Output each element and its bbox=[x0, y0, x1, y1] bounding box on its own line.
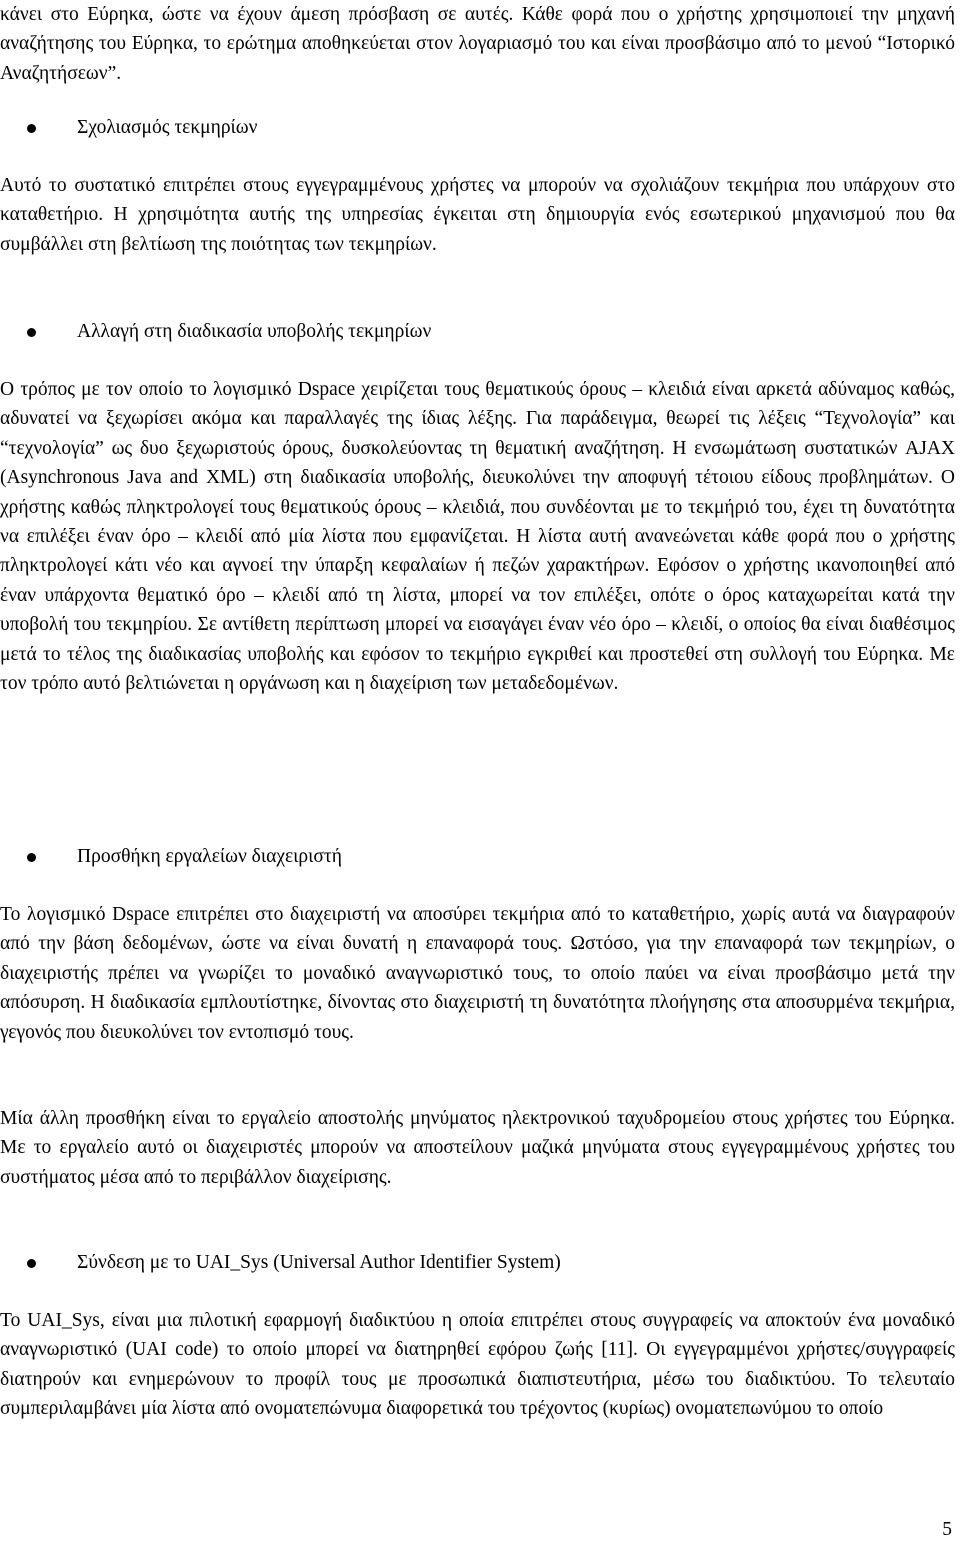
bullet-icon bbox=[27, 1259, 36, 1268]
bullet-icon bbox=[27, 328, 36, 337]
section-heading-label: Σύνδεση με το UAI_Sys (Universal Author Identifier System) bbox=[77, 1252, 561, 1273]
page-number: 5 bbox=[942, 1519, 952, 1540]
intro-paragraph: κάνει στο Εύρηκα, ώστε να έχουν άμεση πρόσβαση σε αυτές. Κάθε φορά που ο χρήστης χρησιμοποιεί την μηχανή αναζήτησης του Εύρηκα, το ερώτημα αποθηκεύεται στον λογαριασμό του και είναι προσβάσιμο από το μενού “Ιστορικό Αναζητήσεων”. bbox=[0, 4, 955, 84]
comments-paragraph: Αυτό το συστατικό επιτρέπει στους εγγεγραμμένους χρήστες να μπορούν να σχολιάζουν τεκμήρια που υπάρχουν στο καταθετήριο. Η χρησιμότητα αυτής της υπηρεσίας έγκειται στη δημιουργία ενός εσωτερικού μηχανισμού που θα συμβάλλει στη βελτίωση της ποιότητας των τεκμηρίων. bbox=[0, 175, 955, 255]
bullet-icon bbox=[27, 124, 36, 133]
uai-sys-paragraph: Το UAI_Sys, είναι μια πιλοτική εφαρμογή διαδικτύου η οποία επιτρέπει στους συγγραφείς να αποκτούν ένα μοναδικό αναγνωριστικό (UAI code) το οποίο μπορεί να διατηρηθεί εφόρου ζωής [11]. Οι εγγεγραμμένοι χρήστες/συγγραφείς διατηρούν και ενημερώνουν το προφίλ τους με προσωπικά διαπιστευτήρια, μέσω του διαδικτύου. Το τελευταίο συμπεριλαμβάνει μία λίστα από ονοματεπώνυμα διαφορετικά του τρέχοντος (κυρίως) ονοματεπωνύμου το οποίο bbox=[0, 1310, 955, 1420]
section-heading-label: Σχολιασμός τεκμηρίων bbox=[77, 117, 258, 138]
section-heading-label: Αλλαγή στη διαδικασία υποβολής τεκμηρίων bbox=[77, 321, 432, 342]
admin-tools-paragraph: Το λογισμικό Dspace επιτρέπει στο διαχειριστή να αποσύρει τεκμήρια από το καταθετήριο, χωρίς αυτά να διαγραφούν από την βάση δεδομένων, ώστε να είναι δυνατή η επαναφορά τους. Ωστόσο, για την επαναφορά των τεκμηρίων, ο διαχειριστής πρέπει να γνωρίζει το μοναδικό αναγνωριστικό τους, το οποίο παύει να είναι προσβάσιμο μετά την απόσυρση. Η διαδικασία εμπλουτίστηκε, δίνοντας στο διαχειριστή τη δυνατότητα πλοήγησης στα αποσυρμένα τεκμήρια, γεγονός που διευκολύνει τον εντοπισμό τους. bbox=[0, 904, 955, 1043]
submission-change-paragraph: Ο τρόπος με τον οποίο το λογισμικό Dspace χειρίζεται τους θεματικούς όρους – κλειδιά είναι αρκετά αδύναμος καθώς, αδυνατεί να ξεχωρίσει ακόμα και παραλλαγές της ίδιας λέξης. Για παράδειγμα, θεωρεί τις λέξεις “Τεχνολογία” και “τεχνολογία” ως δυο ξεχωριστούς όρους, δυσκολεύοντας τη θεματική αναζήτηση. Η ενσωμάτωση συστατικών AJAX (Asynchronous Java and XML) στη διαδικασία υποβολής, διευκολύνει την αποφυγή τέτοιου είδους προβλημάτων. Ο χρήστης καθώς πληκτρολογεί τους θεματικούς όρους – κλειδιά, που συνδέονται με το τεκμήριό του, έχει τη δυνατότητα να επιλέξει έναν όρο – κλειδί από μία λίστα που εμφανίζεται. Η λίστα αυτή ανανεώνεται κάθε φορά που ο χρήστης πληκτρολογεί κάτι νέο και αγνοεί την ύπαρξη κεφαλαίων ή πεζών χαρακτήρων. Εφόσον ο χρήστης ικανοποιηθεί από έναν υπάρχοντα θεματικό όρο – κλειδί από τη λίστα, μπορεί να τον επιλέξει, οπότε ο όρος καταχωρείται κατά την υποβολή του τεκμηρίου. Σε αντίθετη περίπτωση μπορεί να εισαγάγει έναν νέο όρο – κλειδί, ο οποίος θα είναι διαθέσιμος μετά το τέλος της διαδικασίας υποβολής και εφόσον το τεκμήριο εγκριθεί και προστεθεί στη συλλογή του Εύρηκα. Με τον τρόπο αυτό βελτιώνεται η οργάνωση και η διαχείριση των μεταδεδομένων. bbox=[0, 379, 955, 695]
bullet-icon bbox=[27, 853, 36, 862]
email-tool-paragraph: Μία άλλη προσθήκη είναι το εργαλείο αποστολής μηνύματος ηλεκτρονικού ταχυδρομείου στους χρήστες του Εύρηκα. Με το εργαλείο αυτό οι διαχειριστές μπορούν να αποστείλουν μαζικά μηνύματα στους εγγεγραμμένους χρήστες του συστήματος μέσα από το περιβάλλον διαχείρισης. bbox=[0, 1108, 955, 1188]
section-heading-label: Προσθήκη εργαλείων διαχειριστή bbox=[77, 846, 342, 867]
